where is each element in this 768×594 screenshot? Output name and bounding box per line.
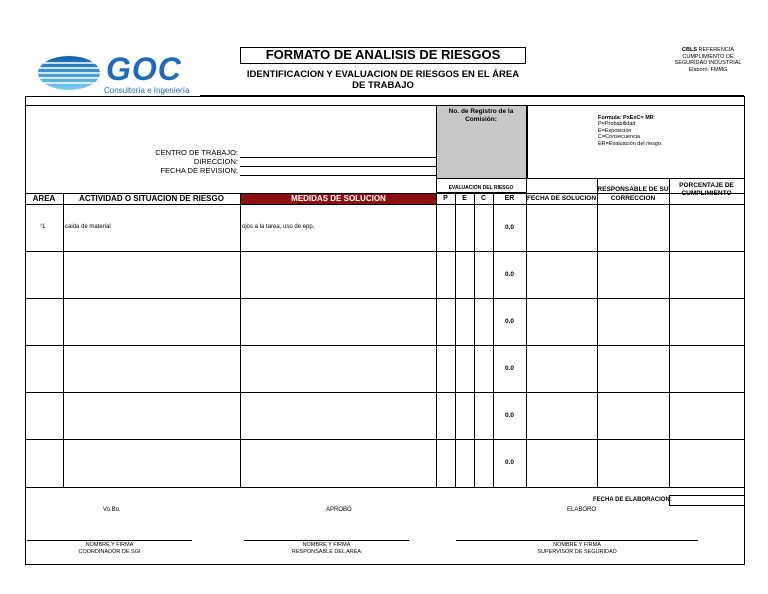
col-area: AREA	[32, 194, 56, 203]
col-line	[597, 178, 598, 487]
col-porcentaje-1: PORCENTAJE DE	[679, 182, 734, 189]
sig2-name: NOMBRE Y FIRMA	[302, 542, 351, 548]
row-divider	[25, 251, 745, 252]
formula-title: Formula: PxExC= MR	[598, 115, 654, 121]
evaluacion-header: EVALUACION DEL RIESGO	[448, 185, 514, 191]
fecha-elaboracion-field[interactable]	[669, 495, 745, 506]
signature-line-coordinador[interactable]	[27, 540, 192, 541]
col-line	[436, 178, 437, 487]
registro-label-2: Comisión:	[465, 116, 497, 123]
ref-line4: Elaboró: FMMG	[688, 66, 728, 73]
col-line	[63, 193, 64, 487]
formula-block	[598, 115, 663, 147]
ref-line3: SEGURIDAD INDUSTRIAL	[674, 60, 742, 66]
col-line	[455, 193, 456, 487]
centro-field[interactable]	[240, 157, 436, 158]
sig1-role: COORDINADOR DE SGI	[78, 549, 141, 555]
signature-line-responsable[interactable]	[244, 540, 409, 541]
col-line	[240, 193, 241, 487]
evaluacion-rule	[436, 192, 526, 193]
sig3-role: SUPERVISOR DE SEGURIDAD	[537, 549, 617, 555]
col-fecha-solucion: FECHA DE SOLUCION	[526, 195, 597, 202]
ref-line1: REFERENCIA	[698, 47, 734, 53]
col-line	[526, 106, 527, 487]
row-3-er: 0.0	[504, 318, 515, 325]
col-responsable-1: RESPONSABLE DE SU	[597, 186, 669, 193]
row-divider	[25, 345, 745, 346]
signature-line-supervisor[interactable]	[456, 540, 698, 541]
formula-c: C=Consecuencia	[598, 134, 641, 141]
row-5-er: 0.0	[504, 412, 515, 419]
col-porcentaje-2: CUMPLIMIENTO	[681, 190, 732, 197]
fecha-revision-label: FECHA DE REVISION:	[160, 166, 238, 175]
direccion-label: DIRECCION:	[193, 157, 238, 166]
fecha-revision-field[interactable]	[240, 175, 436, 176]
frame-rule	[25, 105, 745, 106]
table-header-bottom	[25, 204, 745, 205]
elaboro-label: ELABORO	[567, 507, 597, 513]
centro-label: CENTRO DE TRABAJO:	[155, 148, 238, 157]
row-2-er: 0.0	[504, 271, 515, 278]
page-title: FORMATO DE ANALISIS DE RIESGOS	[265, 47, 501, 62]
sig3-name: NOMBRE Y FIRMA	[553, 542, 601, 548]
row-divider	[25, 487, 745, 488]
col-line	[669, 178, 670, 487]
col-e: E	[462, 195, 467, 202]
col-responsable-2: CORRECCION	[610, 195, 656, 202]
formula-p: P=Probabilidad	[598, 121, 636, 128]
ref-code: CBLS	[682, 47, 697, 53]
logo-subtitle: Consultoría e Ingeniería	[104, 86, 190, 95]
fecha-elaboracion-label: FECHA DE ELABORACION:	[593, 497, 672, 503]
row-divider	[25, 392, 745, 393]
page-subtitle-1: IDENTIFICACION Y EVALUACION DE RIESGOS EN EL ÁREA	[246, 69, 520, 80]
ref-line2: CUMPLIMIENTO DE	[682, 53, 734, 60]
registro-label-1: No. de Registro de la	[448, 108, 514, 115]
col-line	[493, 193, 494, 487]
row-1-area: ¹1	[40, 224, 46, 230]
col-c: C	[480, 195, 487, 202]
row-1-actividad[interactable]: caida de material	[65, 224, 111, 230]
row-1-er: 0.0	[504, 224, 515, 231]
row-divider	[25, 298, 745, 299]
info-bottom-rule	[526, 178, 744, 179]
page-subtitle-2: DE TRABAJO	[352, 80, 414, 91]
col-p: P	[443, 195, 448, 202]
row-1-medidas[interactable]: ojos a la tarea, uso de epp,	[242, 224, 315, 230]
reference-block	[668, 47, 748, 73]
globe-logo-icon	[36, 54, 102, 92]
row-6-er: 0.0	[504, 459, 515, 466]
aprobo-label: APROBÓ	[326, 507, 352, 513]
col-er: ER	[504, 195, 515, 202]
row-4-er: 0.0	[504, 365, 515, 372]
row-divider	[25, 439, 745, 440]
col-line	[474, 193, 475, 487]
vobo-label: Vo.Bo.	[103, 507, 121, 513]
formula-er: ER=Evaluación del riesgo.	[598, 140, 663, 147]
logo-text: GOC	[106, 51, 182, 87]
formula-e: E=Exposición	[598, 127, 632, 134]
logo	[36, 52, 196, 96]
sig1-name: NOMBRE Y FIRMA	[85, 542, 134, 548]
sig2-role: RESPONSABLE DEL AREA	[291, 549, 362, 555]
col-medidas: MEDIDAS DE SOLUCION	[291, 194, 386, 203]
direccion-field[interactable]	[240, 166, 436, 167]
col-actividad: ACTIVIDAD O SITUACION DE RIESGO	[79, 194, 224, 203]
